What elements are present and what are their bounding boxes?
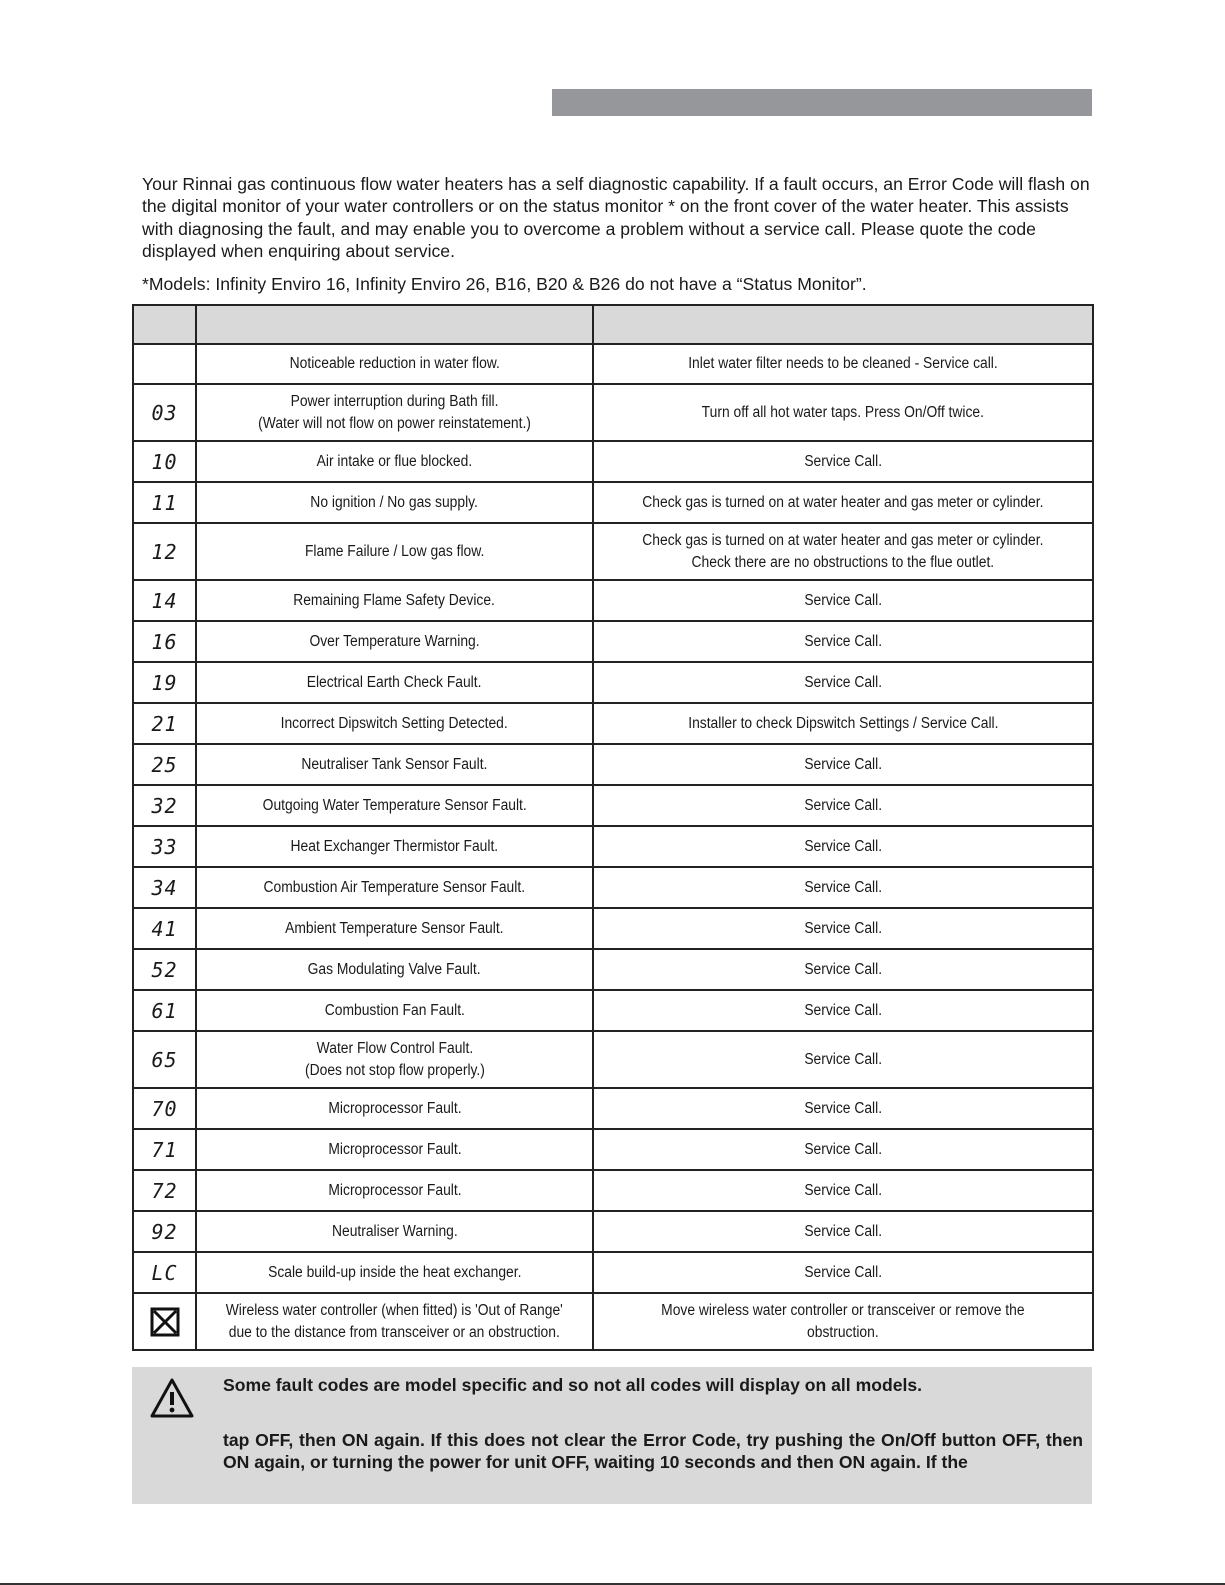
fault-text: Electrical Earth Check Fault. [307, 673, 482, 691]
table-row [133, 523, 1093, 580]
remedy-cell [593, 908, 1093, 949]
error-code-cell [133, 344, 196, 384]
models-note: *Models: Infinity Enviro 16, Infinity Enviro 26, B16, B20 & B26 do not have a “Status Monitor”. [142, 274, 867, 295]
fault-cell [196, 1252, 593, 1293]
table-body [133, 344, 1093, 1350]
table-row [133, 785, 1093, 826]
fault-text: Ambient Temperature Sensor Fault. [285, 919, 504, 937]
remedy-cell [593, 826, 1093, 867]
error-code: 71 [151, 1137, 178, 1162]
fault-cell [196, 580, 593, 621]
fault-cell [196, 482, 593, 523]
fault-cell [196, 523, 593, 580]
fault-cell [196, 1129, 593, 1170]
fault-text: Microprocessor Fault. [327, 1099, 462, 1117]
error-code-cell [133, 662, 196, 703]
fault-cell [196, 908, 593, 949]
remedy-text-line2: obstruction. [807, 1323, 879, 1341]
fault-text: Outgoing Water Temperature Sensor Fault. [262, 796, 527, 814]
remedy-text: Service Call. [804, 837, 882, 855]
remedy-text: Service Call. [804, 1181, 882, 1199]
error-code-cell [133, 785, 196, 826]
fault-cell [196, 662, 593, 703]
error-code-cell [133, 482, 196, 523]
warning-triangle-icon [149, 1377, 195, 1419]
error-code-cell [133, 990, 196, 1031]
error-code: 21 [151, 711, 178, 736]
error-code: 14 [151, 588, 178, 613]
error-code-cell [133, 1252, 196, 1293]
error-code-cell [133, 580, 196, 621]
fault-text: Water Flow Control Fault. [316, 1039, 473, 1057]
error-code: 16 [151, 629, 178, 654]
table-row [133, 441, 1093, 482]
remedy-text: Service Call. [804, 1001, 882, 1019]
fault-cell [196, 344, 593, 384]
table-row [133, 482, 1093, 523]
note-box [132, 1367, 1092, 1504]
remedy-text: Service Call. [804, 1099, 882, 1117]
error-code-cell [133, 1293, 196, 1350]
error-code: 12 [151, 539, 178, 564]
remedy-text: Turn off all hot water taps. Press On/Off twice. [701, 403, 985, 421]
remedy-cell [593, 344, 1093, 384]
remedy-text: Move wireless water controller or transceiver or remove the [661, 1301, 1025, 1319]
error-code-cell [133, 1088, 196, 1129]
fault-text: Scale build-up inside the heat exchanger. [267, 1263, 522, 1281]
remedy-text: Service Call. [804, 1050, 882, 1068]
intro-paragraph: Your Rinnai gas continuous flow water heaters has a self diagnostic capability. If a fault occurs, an Error Code will flash on the digital monitor of your water controllers or on the status monitor * on the front cover of the water heater. This assists with diagnosing the fault, and may enable you to overcome a problem without a service call. Please quote the code displayed when enquiring about service. [142, 174, 1090, 261]
error-code-cell [133, 826, 196, 867]
table-row [133, 908, 1093, 949]
remedy-cell [593, 867, 1093, 908]
table-row [133, 1211, 1093, 1252]
error-code-cell [133, 1211, 196, 1252]
table-header-row [133, 305, 1093, 344]
fault-cell [196, 621, 593, 662]
note-body: tap OFF, then ON again. If this does not clear the Error Code, try pushing the On/Off button OFF, then ON again, or turning the power for unit OFF, waiting 10 seconds and then ON again. If the [223, 1430, 1083, 1472]
error-code: LC [151, 1260, 178, 1285]
fault-cell [196, 1088, 593, 1129]
fault-text-line2: (Does not stop flow properly.) [304, 1061, 485, 1079]
fault-cell [196, 1170, 593, 1211]
remedy-cell [593, 703, 1093, 744]
table-row [133, 867, 1093, 908]
error-code-cell [133, 1129, 196, 1170]
fault-cell [196, 949, 593, 990]
fault-text: No ignition / No gas supply. [310, 493, 479, 511]
error-code-cell [133, 384, 196, 441]
fault-cell [196, 826, 593, 867]
remedy-text: Inlet water filter needs to be cleaned - Service call. [688, 355, 998, 372]
fault-cell [196, 1031, 593, 1088]
table-row [133, 1031, 1093, 1088]
remedy-text: Service Call. [804, 591, 882, 609]
table-row [133, 1170, 1093, 1211]
error-code-cell [133, 744, 196, 785]
table-row [133, 744, 1093, 785]
error-code: 25 [151, 752, 178, 777]
fault-cell [196, 990, 593, 1031]
remedy-cell [593, 523, 1093, 580]
error-code: 32 [151, 793, 178, 818]
note-line1: Some fault codes are model specific and so not all codes will display on all models. [223, 1375, 923, 1395]
remedy-cell [593, 482, 1093, 523]
out-of-range-x-box-icon [152, 1309, 178, 1335]
fault-text-line2: (Water will not flow on power reinstatement.) [258, 414, 531, 432]
error-code: 61 [151, 998, 178, 1023]
fault-cell [196, 1293, 593, 1350]
fault-text: Power interruption during Bath fill. [290, 392, 499, 410]
error-code: 72 [151, 1178, 178, 1203]
remedy-text: Installer to check Dipswitch Settings / Service Call. [687, 714, 999, 732]
fault-cell [196, 785, 593, 826]
error-code: 11 [151, 490, 178, 515]
remedy-cell [593, 1252, 1093, 1293]
fault-cell [196, 441, 593, 482]
table-row [133, 662, 1093, 703]
remedy-text: Check gas is turned on at water heater and gas meter or cylinder. [642, 493, 1044, 511]
error-code: 19 [151, 670, 178, 695]
section-header-bar [552, 89, 1092, 116]
remedy-text: Service Call. [804, 632, 882, 650]
error-code-cell [133, 1170, 196, 1211]
fault-cell [196, 703, 593, 744]
remedy-cell [593, 580, 1093, 621]
table-row [133, 1252, 1093, 1293]
remedy-cell [593, 1170, 1093, 1211]
remedy-cell [593, 1293, 1093, 1350]
fault-text: Air intake or flue blocked. [316, 452, 473, 470]
error-code: 92 [151, 1219, 178, 1244]
error-code: 33 [151, 834, 178, 859]
fault-text: Incorrect Dipswitch Setting Detected. [280, 714, 509, 732]
remedy-cell [593, 744, 1093, 785]
fault-text: Combustion Fan Fault. [324, 1001, 465, 1019]
remedy-cell [593, 384, 1093, 441]
remedy-cell [593, 785, 1093, 826]
fault-cell [196, 384, 593, 441]
fault-text: Neutraliser Tank Sensor Fault. [301, 755, 488, 773]
fault-cell [196, 744, 593, 785]
error-code-table [132, 304, 1094, 1351]
remedy-text: Service Call. [804, 878, 882, 896]
fault-text: Noticeable reduction in water flow. [289, 355, 500, 372]
fault-text: Remaining Flame Safety Device. [293, 591, 496, 609]
remedy-text: Service Call. [804, 673, 882, 691]
table-row [133, 703, 1093, 744]
remedy-text: Service Call. [804, 960, 882, 978]
error-code: 70 [151, 1096, 178, 1121]
table-row [133, 949, 1093, 990]
intro-text [142, 173, 1092, 295]
table-row [133, 1293, 1093, 1350]
header-cell-code [133, 305, 196, 344]
remedy-text-line2: Check there are no obstructions to the flue outlet. [691, 553, 995, 571]
remedy-text: Service Call. [804, 1263, 882, 1281]
remedy-text: Service Call. [804, 1140, 882, 1158]
remedy-cell [593, 1129, 1093, 1170]
error-code-cell [133, 1031, 196, 1088]
error-code-cell [133, 949, 196, 990]
fault-text: Gas Modulating Valve Fault. [308, 960, 481, 978]
remedy-cell [593, 949, 1093, 990]
remedy-text: Service Call. [804, 755, 882, 773]
table-row [133, 990, 1093, 1031]
error-code: 65 [151, 1047, 178, 1072]
error-code: 03 [151, 400, 178, 425]
error-code-cell [133, 908, 196, 949]
fault-cell [196, 867, 593, 908]
fault-text: Combustion Air Temperature Sensor Fault. [263, 878, 526, 896]
remedy-cell [593, 621, 1093, 662]
error-code-cell [133, 703, 196, 744]
table-row [133, 1129, 1093, 1170]
fault-text: Over Temperature Warning. [309, 632, 480, 650]
error-code-cell [133, 867, 196, 908]
fault-text: Flame Failure / Low gas flow. [304, 542, 485, 560]
fault-text: Microprocessor Fault. [327, 1181, 462, 1199]
table-row [133, 344, 1093, 384]
error-code-cell [133, 621, 196, 662]
table-row [133, 1088, 1093, 1129]
fault-text: Wireless water controller (when fitted) is 'Out of Range' [225, 1301, 564, 1319]
remedy-cell [593, 441, 1093, 482]
error-code: 34 [151, 875, 178, 900]
fault-text: Neutraliser Warning. [331, 1222, 458, 1240]
error-code-cell [133, 441, 196, 482]
header-cell-fault [196, 305, 593, 344]
table-row [133, 580, 1093, 621]
remedy-text: Service Call. [804, 796, 882, 814]
table-row [133, 621, 1093, 662]
fault-text: Microprocessor Fault. [327, 1140, 462, 1158]
remedy-text: Check gas is turned on at water heater and gas meter or cylinder. [642, 531, 1044, 549]
error-code: 10 [151, 449, 178, 474]
table-row [133, 384, 1093, 441]
error-code: 41 [151, 916, 178, 941]
fault-text-line2: due to the distance from transceiver or an obstruction. [228, 1323, 561, 1341]
header-cell-remedy [593, 305, 1093, 344]
error-code: 52 [151, 957, 178, 982]
remedy-cell [593, 1211, 1093, 1252]
remedy-cell [593, 1088, 1093, 1129]
remedy-text: Service Call. [804, 919, 882, 937]
fault-cell [196, 1211, 593, 1252]
remedy-text: Service Call. [804, 452, 882, 470]
remedy-cell [593, 990, 1093, 1031]
remedy-text: Service Call. [804, 1222, 882, 1240]
fault-text: Heat Exchanger Thermistor Fault. [290, 837, 499, 855]
remedy-cell [593, 1031, 1093, 1088]
remedy-cell [593, 662, 1093, 703]
error-code-cell [133, 523, 196, 580]
table-row [133, 826, 1093, 867]
